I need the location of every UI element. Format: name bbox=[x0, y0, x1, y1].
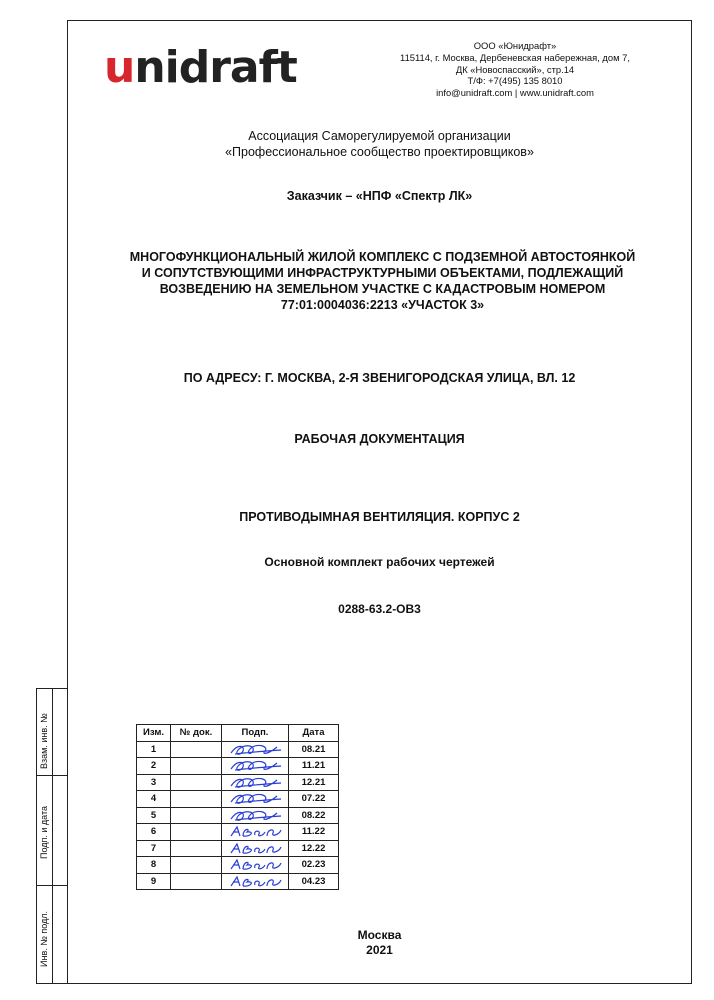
revision-doc-number bbox=[171, 807, 222, 824]
revision-row bbox=[137, 857, 339, 874]
customer: Заказчик – «НПФ «Спектр ЛК» bbox=[286, 189, 473, 203]
revision-table bbox=[136, 724, 339, 890]
project-title-line: И СОПУТСТВУЮЩИМИ ИНФРАСТРУКТУРНЫМИ ОБЪЕКТАМИ, ПОДЛЕЖАЩИЙ bbox=[141, 266, 624, 280]
revision-signature bbox=[222, 824, 289, 841]
side-stamp bbox=[36, 688, 67, 984]
project-title-line: МНОГОФУНКЦИОНАЛЬНЫЙ ЖИЛОЙ КОМПЛЕКС С ПОДЗЕМНОЙ АВТОСТОЯНКОЙ bbox=[129, 250, 636, 264]
revision-row bbox=[137, 791, 339, 808]
project-title bbox=[110, 249, 655, 313]
revision-number: 1 bbox=[137, 741, 171, 758]
revision-row bbox=[137, 741, 339, 758]
revision-doc-number bbox=[171, 774, 222, 791]
side-stamp-label-mid: Подп. и дата bbox=[39, 805, 49, 859]
revision-date: 11.22 bbox=[289, 824, 339, 841]
revision-number: 4 bbox=[137, 791, 171, 808]
revision-doc-number bbox=[171, 741, 222, 758]
company-web: info@unidraft.com | www.unidraft.com bbox=[436, 87, 594, 99]
revision-date: 08.21 bbox=[289, 741, 339, 758]
company-contacts bbox=[390, 40, 640, 99]
document-code: 0288-63.2-ОВ3 bbox=[338, 602, 421, 616]
revision-doc-number bbox=[171, 873, 222, 890]
revision-row bbox=[137, 774, 339, 791]
header-doc-number: № док. bbox=[171, 725, 222, 742]
documentation-stage: РАБОЧАЯ ДОКУМЕНТАЦИЯ bbox=[294, 432, 465, 446]
revision-date: 08.22 bbox=[289, 807, 339, 824]
company-building: ДК «Новоспасский», стр.14 bbox=[455, 63, 575, 75]
side-stamp-divider bbox=[37, 775, 68, 776]
revision-date: 04.23 bbox=[289, 873, 339, 890]
revision-doc-number bbox=[171, 857, 222, 874]
header-date: Дата bbox=[289, 725, 339, 742]
header-signature: Подп. bbox=[222, 725, 289, 742]
handwritten-signature bbox=[225, 874, 285, 889]
revision-date: 12.22 bbox=[289, 840, 339, 857]
association-line-2: «Профессиональное сообщество проектировщиков» bbox=[225, 145, 534, 159]
handwritten-signature bbox=[225, 742, 285, 757]
revision-number: 8 bbox=[137, 857, 171, 874]
revision-row bbox=[137, 873, 339, 890]
company-phone: Т/Ф: +7(495) 135 8010 bbox=[467, 75, 563, 87]
side-stamp-label-top: Взам. инв. № bbox=[39, 713, 49, 769]
section-title: ПРОТИВОДЫМНАЯ ВЕНТИЛЯЦИЯ. КОРПУС 2 bbox=[239, 510, 520, 524]
svg-text:unidraft: unidraft bbox=[104, 42, 297, 92]
handwritten-signature bbox=[225, 791, 285, 806]
unidraft-logo bbox=[104, 42, 304, 92]
association bbox=[67, 128, 692, 160]
revision-row bbox=[137, 824, 339, 841]
revision-signature bbox=[222, 857, 289, 874]
revision-row bbox=[137, 807, 339, 824]
revision-number: 2 bbox=[137, 758, 171, 775]
handwritten-signature bbox=[225, 775, 285, 790]
side-stamp-label-bottom: Инв. № подл. bbox=[39, 910, 49, 967]
revision-signature bbox=[222, 807, 289, 824]
revision-date: 07.22 bbox=[289, 791, 339, 808]
revision-number: 6 bbox=[137, 824, 171, 841]
header-change: Изм. bbox=[137, 725, 171, 742]
handwritten-signature bbox=[225, 841, 285, 856]
handwritten-signature bbox=[225, 824, 285, 839]
revision-number: 9 bbox=[137, 873, 171, 890]
company-name: ООО «Юнидрафт» bbox=[473, 40, 557, 51]
side-stamp-divider bbox=[37, 885, 68, 886]
revision-row bbox=[137, 758, 339, 775]
revision-date: 02.23 bbox=[289, 857, 339, 874]
revision-signature bbox=[222, 791, 289, 808]
drawing-kit: Основной комплект рабочих чертежей bbox=[264, 555, 495, 569]
revision-signature bbox=[222, 873, 289, 890]
year: 2021 bbox=[366, 943, 393, 957]
project-address: ПО АДРЕСУ: Г. МОСКВА, 2-Я ЗВЕНИГОРОДСКАЯ УЛИЦА, ВЛ. 12 bbox=[183, 371, 576, 385]
revision-signature bbox=[222, 758, 289, 775]
project-title-line: ВОЗВЕДЕНИЮ НА ЗЕМЕЛЬНОМ УЧАСТКЕ С КАДАСТРОВЫМ НОМЕРОМ bbox=[159, 282, 606, 296]
revision-doc-number bbox=[171, 840, 222, 857]
revision-signature bbox=[222, 774, 289, 791]
revision-number: 5 bbox=[137, 807, 171, 824]
handwritten-signature bbox=[225, 758, 285, 773]
revision-header-row bbox=[137, 725, 339, 742]
revision-number: 7 bbox=[137, 840, 171, 857]
handwritten-signature bbox=[225, 808, 285, 823]
city: Москва bbox=[357, 928, 402, 942]
revision-doc-number bbox=[171, 824, 222, 841]
revision-doc-number bbox=[171, 791, 222, 808]
revision-signature bbox=[222, 741, 289, 758]
project-title-line: 77:01:0004036:2213 «УЧАСТОК 3» bbox=[280, 298, 485, 312]
association-line-1: Ассоциация Саморегулируемой организации bbox=[248, 129, 511, 143]
revision-number: 3 bbox=[137, 774, 171, 791]
revision-doc-number bbox=[171, 758, 222, 775]
handwritten-signature bbox=[225, 857, 285, 872]
company-address: 115114, г. Москва, Дербеневская набережная, дом 7, bbox=[400, 51, 630, 63]
city-year bbox=[67, 928, 692, 958]
revision-row bbox=[137, 840, 339, 857]
revision-date: 12.21 bbox=[289, 774, 339, 791]
revision-date: 11.21 bbox=[289, 758, 339, 775]
revision-signature bbox=[222, 840, 289, 857]
